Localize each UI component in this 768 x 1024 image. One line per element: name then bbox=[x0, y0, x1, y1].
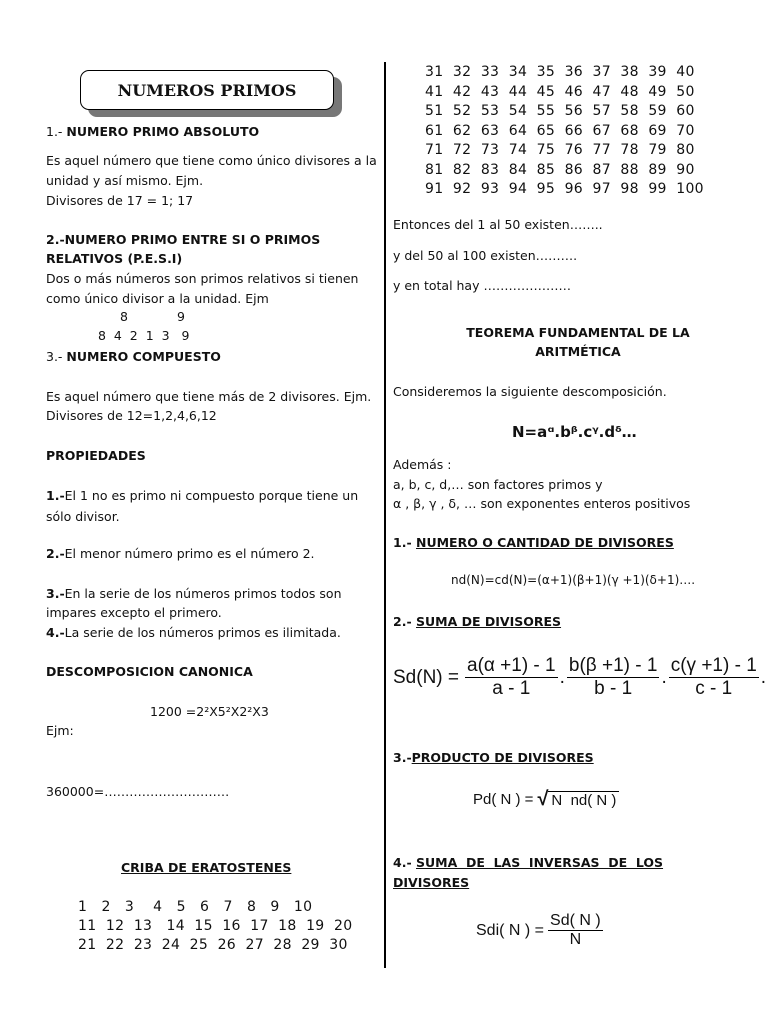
canonical-decomposition-heading: DESCOMPOSICION CANONICA bbox=[46, 664, 253, 679]
example-label: Ejm: bbox=[46, 723, 74, 738]
sum-of-inverses-heading: 4.- SUMA DE LAS INVERSAS DE LOS bbox=[393, 855, 664, 870]
column-divider bbox=[384, 62, 386, 968]
radical-icon: √ bbox=[537, 788, 549, 810]
sum-of-divisors-formula: Sd(N) = $\frac{a(\alpha +1) - 1}{a - 1}$ . $\frac{b(\beta +1) - 1}{b - 1}$ . $\frac{c(\gamma +1) - 1}{c - 1}$ . bbox=[393, 655, 767, 699]
question-1: Entonces del 1 al 50 existen…….. bbox=[393, 217, 603, 232]
number-of-divisors-formula: nd(N)=cd(N)=(α+1)(β+1)(γ +1)(δ+1)…. bbox=[451, 573, 696, 587]
sieve-row: 11 12 13 14 15 16 17 18 19 20 bbox=[78, 918, 353, 934]
page-title: NUMEROS PRIMOS bbox=[80, 70, 334, 110]
question-3: y en total hay ………………… bbox=[393, 278, 571, 293]
question-2: y del 50 al 100 existen………. bbox=[393, 248, 578, 263]
property-4: 4.-La serie de los números primos es ilimitada. bbox=[46, 625, 341, 640]
sieve-row: 1 2 3 4 5 6 7 8 9 10 bbox=[78, 899, 313, 915]
section-1-text: unidad y así mismo. Ejm. bbox=[46, 173, 204, 188]
section-2-heading: RELATIVOS (P.E.S.I) bbox=[46, 251, 183, 266]
property-3: impares excepto el primero. bbox=[46, 605, 222, 620]
property-1: 1.-El 1 no es primo ni compuesto porque tiene un bbox=[46, 488, 359, 503]
sieve-heading: CRIBA DE ERATOSTENES bbox=[121, 860, 292, 875]
product-of-divisors-heading: 3.-PRODUCTO DE DIVISORES bbox=[393, 750, 594, 765]
property-2: 2.-El menor número primo es el número 2. bbox=[46, 546, 315, 561]
product-of-divisors-formula: Pd( N ) = √ N nd( N ) bbox=[473, 788, 619, 811]
theorem-heading: TEOREMA FUNDAMENTAL DE LA bbox=[466, 325, 690, 340]
sieve-row: 21 22 23 24 25 26 27 28 29 30 bbox=[78, 937, 348, 953]
section-3-heading: 3.- NUMERO COMPUESTO bbox=[46, 349, 221, 364]
theorem-formula: N=aᵅ.bᵝ.cᵞ.dᵟ… bbox=[512, 423, 637, 441]
section-2-text: Dos o más números son primos relativos si tienen bbox=[46, 271, 359, 286]
sum-of-divisors-heading: 2.- SUMA DE DIVISORES bbox=[393, 614, 562, 629]
sum-of-inverses-heading: DIVISORES bbox=[393, 875, 470, 890]
ademas-label: Además : bbox=[393, 457, 452, 472]
theorem-heading: ARITMÉTICA bbox=[535, 344, 621, 359]
sieve-row: 71 72 73 74 75 76 77 78 79 80 bbox=[425, 142, 695, 158]
number-of-divisors-heading: 1.- NUMERO O CANTIDAD DE DIVISORES bbox=[393, 535, 674, 550]
sieve-row: 91 92 93 94 95 96 97 98 99 100 bbox=[425, 181, 704, 197]
sieve-row: 61 62 63 64 65 66 67 68 69 70 bbox=[425, 123, 695, 139]
sieve-row: 51 52 53 54 55 56 57 58 59 60 bbox=[425, 103, 695, 119]
sieve-row: 31 32 33 34 35 36 37 38 39 40 bbox=[425, 64, 695, 80]
section-1-text: Es aquel número que tiene como único divisores a la bbox=[46, 153, 377, 168]
sieve-row: 81 82 83 84 85 86 87 88 89 90 bbox=[425, 162, 695, 178]
section-2-example-top: 9 bbox=[177, 309, 185, 324]
section-1-example: Divisores de 17 = 1; 17 bbox=[46, 193, 194, 208]
theorem-intro: Consideremos la siguiente descomposición. bbox=[393, 384, 667, 399]
section-3-example: Divisores de 12=1,2,4,6,12 bbox=[46, 408, 217, 423]
property-3: 3.-En la serie de los números primos todos son bbox=[46, 586, 342, 601]
section-3-text: Es aquel número que tiene más de 2 divisores. Ejm. bbox=[46, 389, 372, 404]
section-2-example-top: 8 bbox=[120, 309, 128, 324]
sum-of-inverses-formula: Sdi( N ) = $\frac{Sd( N )}{N}$ bbox=[476, 912, 601, 948]
section-1-heading: 1.- NUMERO PRIMO ABSOLUTO bbox=[46, 124, 260, 139]
example-exercise: 360000=………………………… bbox=[46, 784, 230, 799]
property-1: sólo divisor. bbox=[46, 509, 120, 524]
section-2-text: como único divisor a la unidad. Ejm bbox=[46, 291, 269, 306]
properties-heading: PROPIEDADES bbox=[46, 448, 146, 463]
section-2-heading: 2.-NUMERO PRIMO ENTRE SI O PRIMOS bbox=[46, 232, 321, 247]
canonical-formula: 1200 =2²X5²X2²X3 bbox=[150, 704, 269, 719]
ademas-text: a, b, c, d,… son factores primos y bbox=[393, 477, 603, 492]
section-2-example-bottom: 8 4 2 1 3 9 bbox=[98, 328, 190, 343]
sieve-row: 41 42 43 44 45 46 47 48 49 50 bbox=[425, 84, 695, 100]
ademas-text: α , β, γ , δ, … son exponentes enteros positivos bbox=[393, 496, 691, 511]
